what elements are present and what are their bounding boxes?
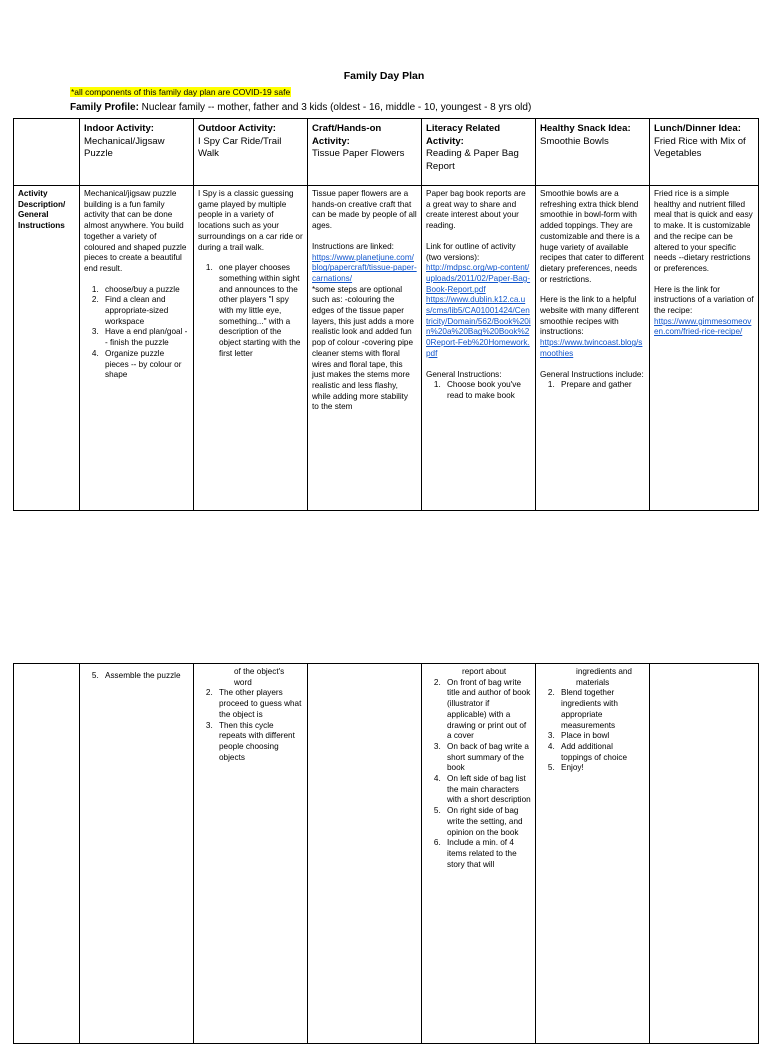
family-profile: [70, 102, 531, 113]
snack-intro: Smoothie bowls are a refreshing extra thick blend smoothie in bowl-form with added toppings. They are customizable and there is a huge variety of available recipes that cater to different dietary preferences, needs or restrictions.: [540, 189, 644, 284]
snack-gi-label: General Instructions include:: [540, 369, 644, 379]
indoor-cell: [80, 186, 194, 511]
list-item: 6. Include a min. of 4 items related to the story that will: [443, 838, 531, 870]
snack-link-label: Here is the link to a helpful website with many different smoothie recipes with instructions:: [540, 295, 639, 337]
list-item: 3. Have a end plan/goal -- finish the puzzle: [101, 327, 189, 348]
continuation-row: [14, 664, 759, 1044]
snack-link[interactable]: https://www.twincoast.blog/smoothies: [540, 338, 643, 358]
list-item: 1. choose/buy a puzzle: [101, 285, 189, 296]
meal-intro: Fried rice is a simple healthy and nutrient filled meal that is quick and easy to make. It is customizable and the recipe can be altered to your specific needs --dietary restrictions or preferences.: [654, 189, 753, 273]
craft-link-label: Instructions are linked:: [312, 241, 394, 251]
literacy-intro: Paper bag book reports are a great way to share and create interest about your reading.: [426, 189, 526, 231]
covid-note: *all components of this family day plan are COVID-19 safe: [71, 87, 291, 97]
meal-link-label: Here is the link for instructions of a variation of the recipe:: [654, 284, 754, 316]
list-item: 1. one player chooses something within sight and announces to the other players "I spy with my little eye, something..." with a description of the object starting with the first letter: [215, 263, 303, 359]
outdoor-step1-cont: of the object's word: [234, 667, 285, 687]
literacy-link-1[interactable]: http://mdpsc.org/wp-content/uploads/2011/02/Paper-Bag-Book-Report.pdf: [426, 263, 531, 294]
indoor-cell-cont: [80, 664, 194, 1044]
header-outdoor: Outdoor Activity: I Spy Car Ride/Trail Walk: [194, 119, 308, 186]
list-item: 2. The other players proceed to guess what the object is: [215, 688, 303, 720]
plan-table-page2: [13, 663, 759, 1044]
meal-cell: [650, 186, 759, 511]
header-indoor: Indoor Activity: Mechanical/Jigsaw Puzzle: [80, 119, 194, 186]
craft-cell: [308, 186, 422, 511]
profile-label: Family Profile:: [70, 102, 139, 113]
literacy-cell: [422, 186, 536, 511]
outdoor-intro: I Spy is a classic guessing game played by multiple people in a variety of locations such as your surroundings on a car ride or during a trail walk.: [198, 189, 303, 252]
list-item: 5. Assemble the puzzle: [101, 671, 189, 682]
list-item: 1. Choose book you've read to make book: [443, 380, 531, 401]
outdoor-cell-cont: [194, 664, 308, 1044]
row-label-empty: [14, 664, 80, 1044]
list-item: 5. On right side of bag write the setting, and opinion on the book: [443, 806, 531, 838]
snack-cell-cont: [536, 664, 650, 1044]
description-row: [14, 186, 759, 511]
craft-intro: Tissue paper flowers are a hands-on creative craft that can be made by people of all ages.: [312, 189, 417, 231]
header-craft: Craft/Hands-on Activity: Tissue Paper Flowers: [308, 119, 422, 186]
meal-link[interactable]: https://www.gimmesomeoven.com/fried-rice-recipe/: [654, 316, 752, 337]
header-snack: Healthy Snack Idea: Smoothie Bowls: [536, 119, 650, 186]
list-item: 2. Find a clean and appropriate-sized workspace: [101, 295, 189, 327]
literacy-link-label: Link for outline of activity (two versions):: [426, 241, 516, 262]
craft-cell-cont: [308, 664, 422, 1044]
craft-instructions-link[interactable]: https://www.planetjune.com/blog/papercraft/tissue-paper-carnations/: [312, 252, 417, 283]
snack-cell: [536, 186, 650, 511]
list-item: 2. On front of bag write title and author of book (illustrator if applicable) with a drawing or print out of a cover: [443, 678, 531, 742]
page-title: Family Day Plan: [343, 70, 425, 82]
craft-notes: *some steps are optional such as: -colouring the edges of the tissue paper layers, this just adds a more realistic look and added fun pop of colour -covering pipe cleaner stems with floral wires and floral tape, this just makes the stems more realistic and less flashy, while adding more stability to the stem: [312, 284, 414, 412]
indoor-intro: Mechanical/jigsaw puzzle building is a fun family activity that can be done almost anywhere. You build together a variety of coloured and shaped puzzle pieces to create a beautiful end result.: [84, 189, 187, 273]
list-item: 2. Blend together ingredients with appropriate measurements: [557, 688, 645, 731]
list-item: 4. On left side of bag list the main characters with a short description: [443, 774, 531, 806]
snack-step1-cont: ingredients and materials: [576, 667, 632, 687]
list-item: 1. Prepare and gather: [557, 380, 645, 391]
literacy-gi-label: General Instructions:: [426, 369, 502, 379]
meal-cell-cont: [650, 664, 759, 1044]
header-meal: Lunch/Dinner Idea: Fried Rice with Mix of Vegetables: [650, 119, 759, 186]
header-empty: [14, 119, 80, 186]
literacy-link-2[interactable]: https://www.dublin.k12.ca.us/cms/lib5/CA01001424/Centricity/Domain/562/Book%20in%20a%20Bag%20Book%20Report-Feb%20Homework.pdf: [426, 295, 531, 358]
literacy-cell-cont: [422, 664, 536, 1044]
list-item: 4. Add additional toppings of choice: [557, 742, 645, 763]
literacy-step1-cont: report about: [462, 667, 507, 676]
list-item: 3. Then this cycle repeats with different people choosing objects: [215, 721, 303, 764]
list-item: 5. Enjoy!: [557, 763, 645, 774]
list-item: 3. On back of bag write a short summary of the book: [443, 742, 531, 774]
outdoor-cell: [194, 186, 308, 511]
plan-table-page1: [13, 118, 759, 511]
row-label: Activity Description/ General Instructions: [14, 186, 80, 511]
list-item: 4. Organize puzzle pieces -- by colour or shape: [101, 349, 189, 381]
header-literacy: Literacy Related Activity: Reading & Paper Bag Report: [422, 119, 536, 186]
list-item: 3. Place in bowl: [557, 731, 645, 742]
profile-value: Nuclear family -- mother, father and 3 kids (oldest - 16, middle - 10, youngest - 8 yrs old): [138, 102, 532, 113]
header-row: [14, 119, 759, 186]
